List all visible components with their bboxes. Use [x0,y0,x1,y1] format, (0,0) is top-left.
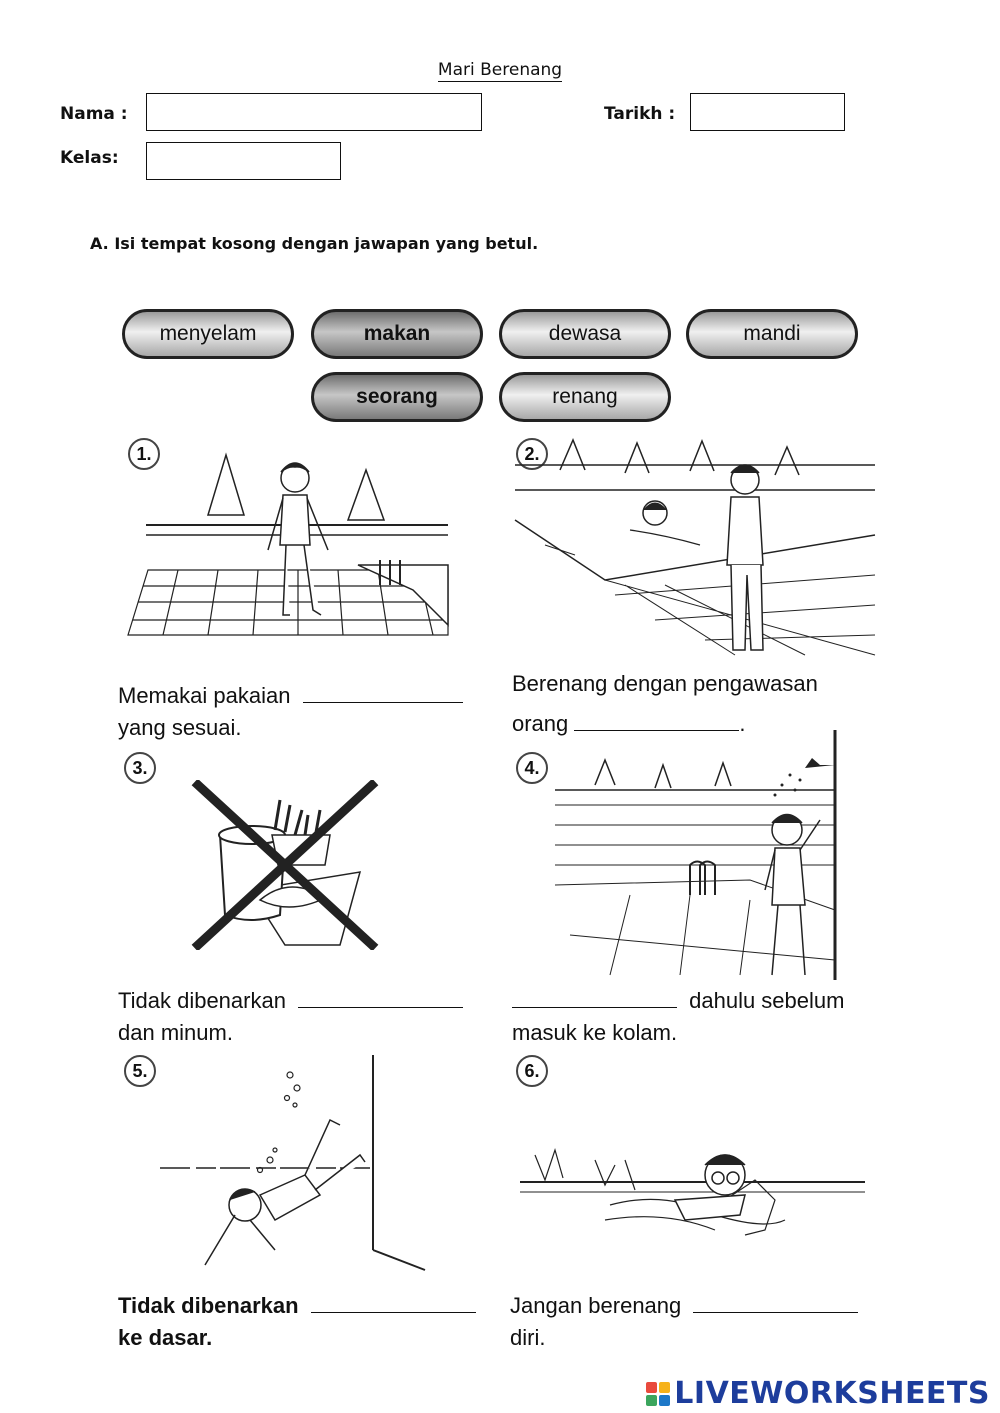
liveworksheets-logo-icon [646,1382,670,1406]
question-1-text: Memakai pakaian yang sesuai. [118,680,463,744]
no-food-illustration [190,780,380,950]
answer-blank-6[interactable] [693,1312,858,1313]
word-chip-makan[interactable]: makan [311,309,483,359]
answer-blank-5[interactable] [311,1312,476,1313]
question-number: 3. [124,752,156,784]
supervised-swimming-illustration [505,435,885,660]
word-chip-renang[interactable]: renang [499,372,671,422]
question-4-text: dahulu sebelum masuk ke kolam. [512,988,845,1045]
question-number: 4. [516,752,548,784]
shower-before-pool-illustration [550,730,870,980]
question-number: 5. [124,1055,156,1087]
tarikh-field[interactable] [690,93,845,131]
question-number: 1. [128,438,160,470]
diving-illustration [155,1050,435,1285]
liveworksheets-logo: LIVEWORKSHEETS [646,1376,990,1411]
answer-blank-3[interactable] [298,1007,463,1008]
word-chip-dewasa[interactable]: dewasa [499,309,671,359]
tarikh-label: Tarikh : [604,104,676,124]
question-number: 2. [516,438,548,470]
question-number: 6. [516,1055,548,1087]
kelas-label: Kelas: [60,148,119,168]
question-3-text: Tidak dibenarkan dan minum. [118,985,463,1049]
answer-blank-1[interactable] [303,702,463,703]
question-5-text: Tidak dibenarkan ke dasar. [118,1290,476,1354]
word-chip-mandi[interactable]: mandi [686,309,858,359]
question-6-text: Jangan berenang diri. [510,1290,858,1354]
nama-field[interactable] [146,93,482,131]
instruction: A. Isi tempat kosong dengan jawapan yang betul. [90,234,539,253]
kelas-field[interactable] [146,142,341,180]
nama-label: Nama : [60,104,128,124]
word-chip-seorang[interactable]: seorang [311,372,483,422]
swimming-alone-illustration [515,1120,870,1250]
answer-blank-4[interactable] [512,1007,677,1008]
question-2-text: Berenang dengan pengawasan orang . [512,671,818,736]
word-chip-menyelam[interactable]: menyelam [122,309,294,359]
pool-side-boy-illustration [118,440,453,655]
page-title: Mari Berenang [437,60,563,80]
